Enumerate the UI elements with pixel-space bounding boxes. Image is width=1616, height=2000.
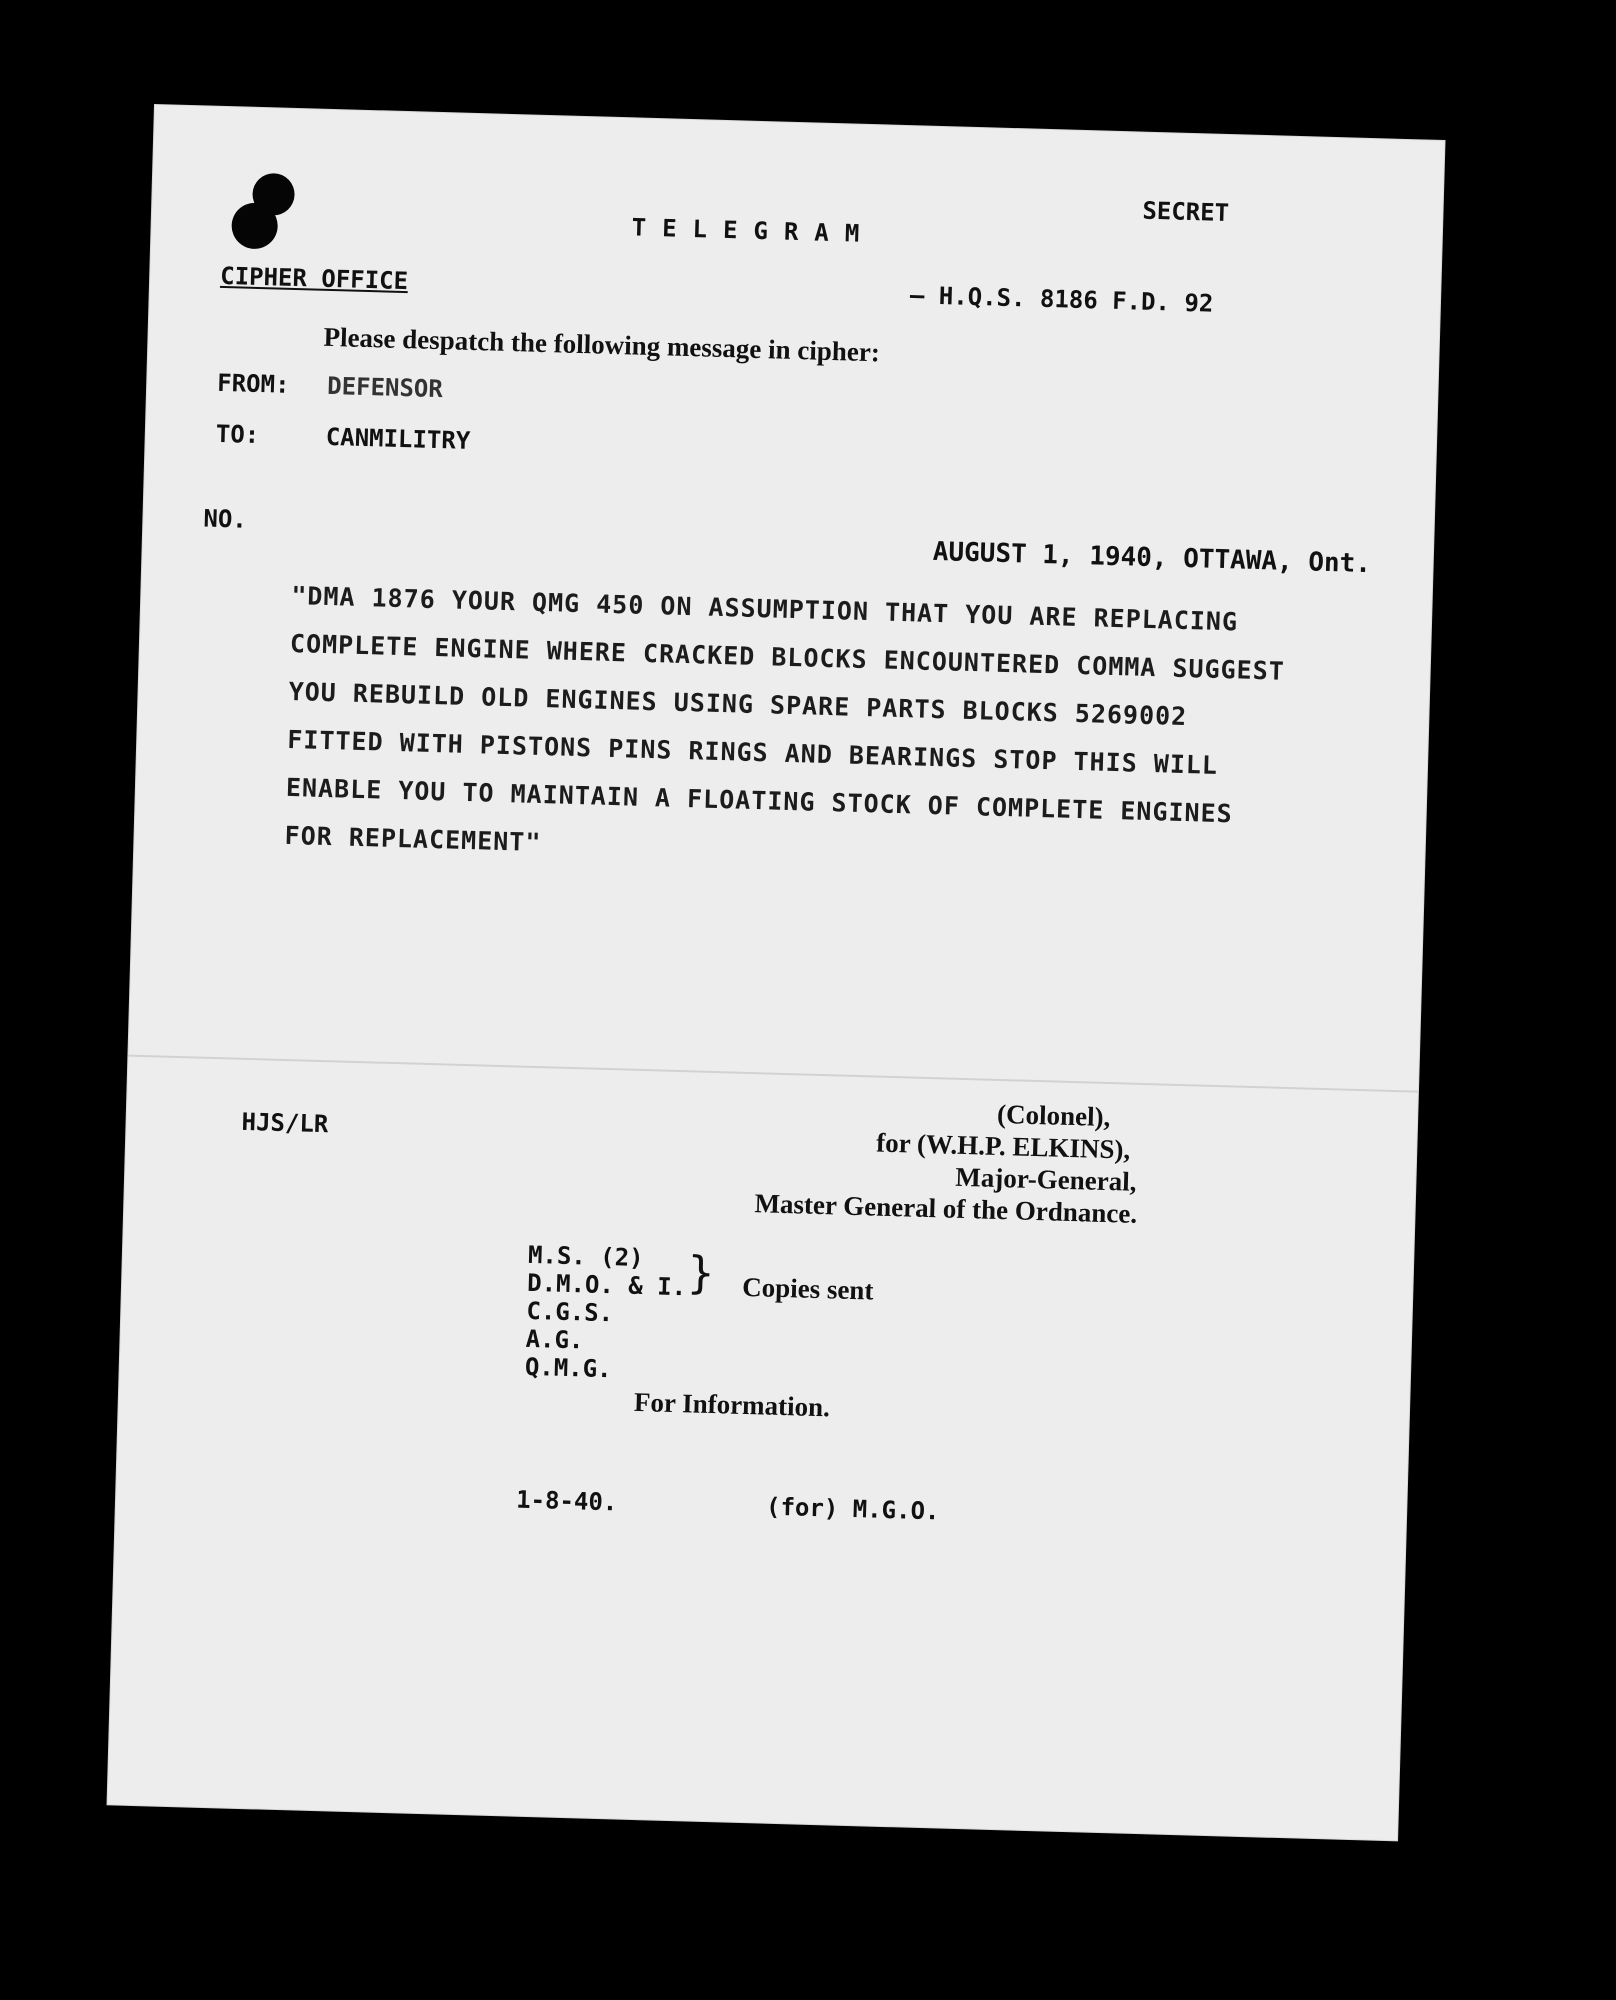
number-label: NO.	[203, 504, 248, 534]
reference-number: — H.Q.S. 8186 F.D. 92	[909, 281, 1214, 318]
document-title: TELEGRAM	[631, 213, 876, 249]
punch-hole	[231, 202, 278, 249]
date-place: AUGUST 1, 1940, OTTAWA, Ont.	[932, 536, 1372, 580]
copies-item: D.M.O. & I.	[526, 1268, 687, 1302]
copies-item: M.S. (2)	[527, 1240, 644, 1273]
classification-label: SECRET	[1142, 196, 1230, 228]
signature-line: for (W.H.P. ELKINS),	[875, 1127, 1131, 1165]
message-line: COMPLETE ENGINE WHERE CRACKED BLOCKS ENCOUNTERED COMMA SUGGEST	[289, 628, 1286, 686]
brace-mark: }	[686, 1247, 715, 1300]
instruction-line: Please despatch the following message in cipher:	[323, 321, 881, 368]
telegram-page	[108, 105, 1445, 1840]
to-label: TO:	[215, 419, 260, 450]
message-line: FITTED WITH PISTONS PINS RINGS AND BEARINGS STOP THIS WILL	[286, 724, 1219, 780]
typist-initials: HJS/LR	[241, 1107, 329, 1139]
copies-item: C.G.S.	[526, 1296, 614, 1328]
message-line: "DMA 1876 YOUR QMG 450 ON ASSUMPTION THAT YOU ARE REPLACING	[290, 581, 1239, 637]
signature-line: Master General of the Ordnance.	[754, 1188, 1138, 1229]
for-information: For Information.	[633, 1386, 831, 1423]
message-line: FOR REPLACEMENT"	[284, 820, 542, 858]
footer-sender: (for) M.G.O.	[765, 1492, 940, 1526]
copies-note: Copies sent	[741, 1271, 874, 1306]
message-line: YOU REBUILD OLD ENGINES USING SPARE PARTS BLOCKS 5269002	[288, 676, 1188, 732]
to-value: CANMILITRY	[325, 422, 471, 455]
copies-item: A.G.	[525, 1324, 584, 1355]
from-value: DEFENSOR	[326, 371, 444, 404]
copies-item: Q.M.G.	[524, 1352, 612, 1384]
signature-line: (Colonel),	[996, 1098, 1111, 1133]
message-line: ENABLE YOU TO MAINTAIN A FLOATING STOCK OF COMPLETE ENGINES	[285, 772, 1234, 829]
from-label: FROM:	[216, 368, 290, 399]
office-label: CIPHER OFFICE	[219, 261, 409, 296]
page-fold	[128, 1055, 1418, 1093]
footer-date: 1-8-40.	[515, 1485, 618, 1517]
signature-line: Major-General,	[954, 1161, 1137, 1197]
